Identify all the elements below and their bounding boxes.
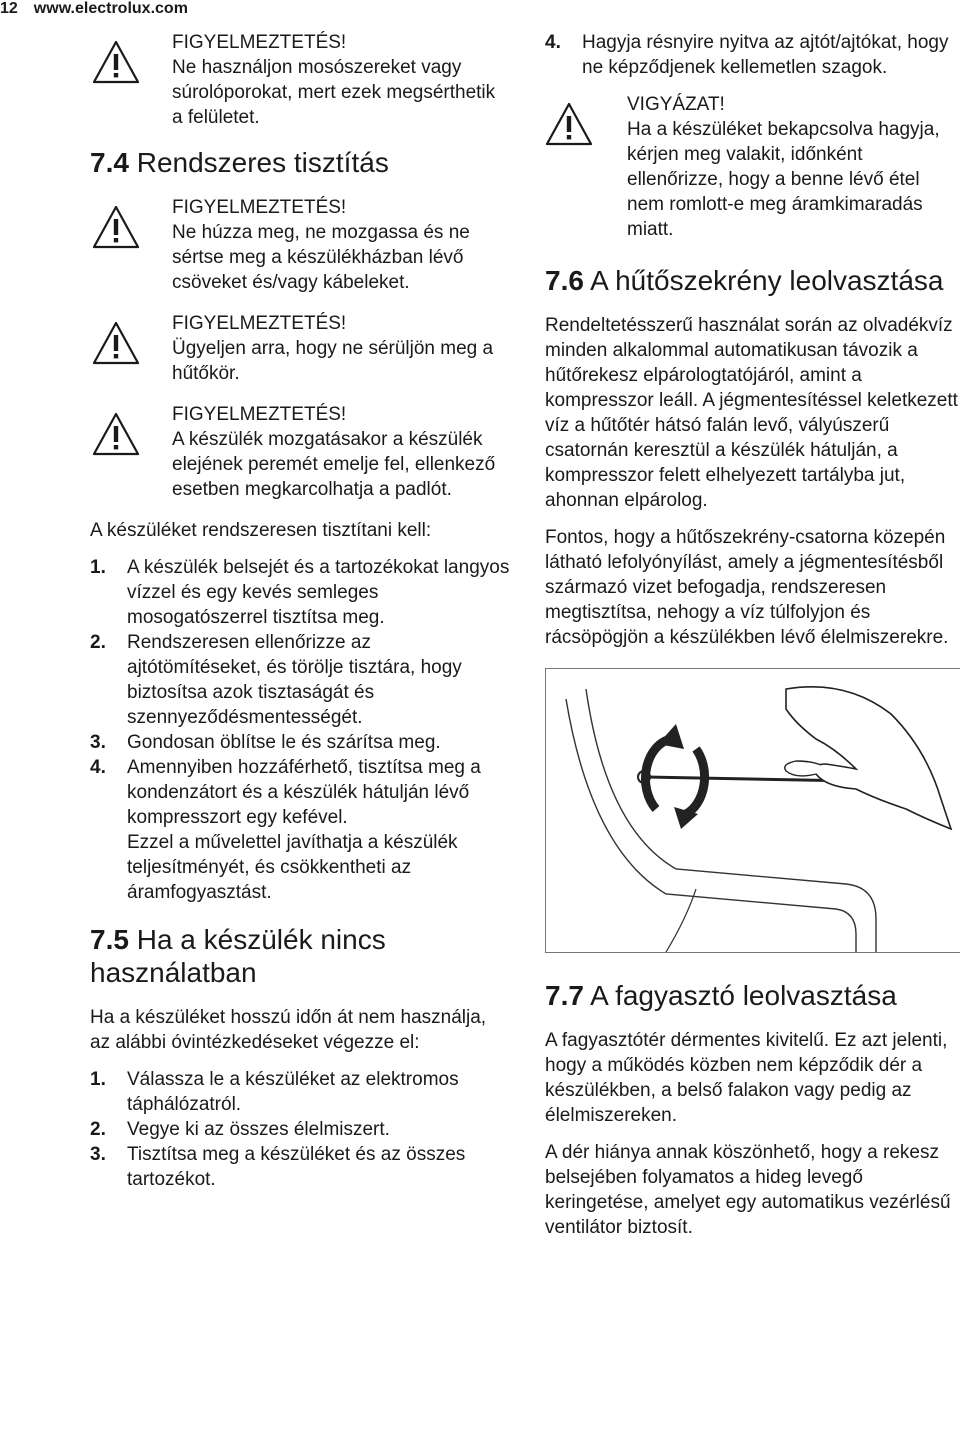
list-item (90, 630, 510, 730)
warning-triangle-icon (92, 319, 140, 367)
page-number: 12 (0, 0, 18, 17)
list-item-text: Vegye ki az összes élelmiszert. (127, 1119, 390, 1140)
warning-text: A készülék mozgatásakor a készülék elejének peremét emelje fel, ellenkező esetben megkarcolhatja a padlót. (172, 429, 496, 500)
list-item-number: 4. (545, 32, 561, 53)
caution-notice (545, 92, 960, 242)
caution-title: VIGYÁZAT! (627, 94, 725, 115)
caution-text: Ha a készüléket bekapcsolva hagyja, kérjen meg valakit, időnként ellenőrizze, hogy a benne lévő étel nem romlott-e meg áramkimaradás miatt. (627, 119, 940, 240)
list-item-number: 1. (90, 1069, 106, 1090)
list-item (90, 1067, 510, 1117)
left-column (90, 30, 510, 1204)
warning-triangle-icon (545, 100, 593, 148)
list-item-number: 3. (90, 732, 106, 753)
warning-notice (0, 30, 510, 130)
warning-title: FIGYELMEZTETÉS! (172, 404, 347, 425)
list-item-number: 3. (90, 1144, 106, 1165)
warning-notice (0, 402, 510, 502)
list-item-number: 2. (90, 1119, 106, 1140)
warning-triangle-icon (92, 203, 140, 251)
list-item-number: 4. (90, 757, 106, 778)
warning-title: FIGYELMEZTETÉS! (172, 32, 347, 53)
list-item-number: 2. (90, 632, 106, 653)
list-item-text: Amennyiben hozzáférhető, tisztítsa meg a kondenzátort és a készülék hátulján lévő kompresszort egy kefével. (127, 757, 481, 828)
list-item-note: Ezzel a művelettel javíthatja a készülék teljesítményét, és csökkentheti az áramfogyasztást. (127, 832, 458, 903)
freezer-paragraph-1: A fagyasztótér dérmentes kivitelű. Ez azt jelenti, hogy a működés közben nem képződik dér a készülékben, a belső falakon vagy pedig az élelmiszereken. (545, 1030, 948, 1126)
website-url: www.electrolux.com (33, 0, 188, 17)
defrost-paragraph-1: Rendeltetésszerű használat során az olvadékvíz minden alkalommal automatikusan távozik a hűtőrekesz elpárologtatójáról, amint a kompresszor leáll. A jégmentesítéssel keletkezett víz a hűtőtér hátsó falán levő, vályúszerű csatornán keresztül a készülék hátulján, a kompresszor felett elhelyezett tartályba jut, ahonnan elpárolog. (545, 315, 958, 511)
warning-title: FIGYELMEZTETÉS! (172, 197, 347, 218)
list-item (545, 30, 960, 80)
warning-triangle-icon (92, 38, 140, 86)
warning-text: Ügyeljen arra, hogy ne sérüljön meg a hűtőkör. (172, 338, 494, 384)
cleaning-intro: A készüléket rendszeresen tisztítani kell: (90, 520, 432, 541)
section-heading-7-4: 7.4 Rendszeres tisztítás (90, 147, 389, 178)
not-in-use-intro: Ha a készüléket hosszú időn át nem használja, az alábbi óvintézkedéseket végezze el: (90, 1007, 487, 1053)
warning-notice (0, 195, 510, 295)
section-heading-7-5: 7.5 Ha a készülék nincs használatban (90, 924, 386, 988)
list-item-text: Rendszeresen ellenőrizze az ajtótömítéseket, és törölje tisztára, hogy biztosítsa azok tisztaságát és szennyeződésmentességét. (127, 632, 462, 728)
not-in-use-steps-list (90, 1067, 510, 1192)
warning-triangle-icon (92, 410, 140, 458)
defrost-paragraph-2: Fontos, hogy a hűtőszekrény-csatorna közepén látható lefolyónyílást, amely a jégmentesítésből származó vizet befogadja, rendszeresen megtisztítsa, nehogy a víz túlfolyjon és rácsöpögjön a készülékben lévő élelmiszerekre. (545, 527, 949, 648)
warning-text: Ne húzza meg, ne mozgassa és ne sértse meg a készülékházban lévő csöveket és/vagy kábeleket. (172, 222, 470, 293)
drain-cleaning-illustration (545, 668, 960, 953)
list-item-text: Hagyja résnyire nyitva az ajtót/ajtókat, hogy ne képződjenek kellemetlen szagok. (582, 32, 949, 78)
list-item (90, 1117, 510, 1142)
hand-with-cleaner-illustration (546, 669, 960, 952)
page-header (0, 0, 188, 22)
cleaning-steps-list (90, 555, 510, 905)
not-in-use-steps-continued (545, 30, 960, 80)
warning-text: Ne használjon mosószereket vagy súrolóporokat, mert ezek megsérthetik a felületet. (172, 57, 496, 128)
list-item (90, 755, 510, 905)
list-item-number: 1. (90, 557, 106, 578)
right-column (545, 30, 960, 1252)
section-heading-7-6: 7.6 A hűtőszekrény leolvasztása (545, 265, 944, 296)
list-item-text: Válassza le a készüléket az elektromos táphálózatról. (127, 1069, 459, 1115)
warning-title: FIGYELMEZTETÉS! (172, 313, 347, 334)
list-item-text: A készülék belsejét és a tartozékokat langyos vízzel és egy kevés semleges mosogatószerrel tisztítsa meg. (127, 557, 510, 628)
section-heading-7-7: 7.7 A fagyasztó leolvasztása (545, 980, 897, 1011)
list-item (90, 555, 510, 630)
list-item (90, 1142, 510, 1192)
list-item-text: Gondosan öblítse le és szárítsa meg. (127, 732, 441, 753)
list-item-text: Tisztítsa meg a készüléket és az összes tartozékot. (127, 1144, 466, 1190)
freezer-paragraph-2: A dér hiánya annak köszönhető, hogy a rekesz belsejében folyamatos a hideg levegő keringetése, amelyet egy automatikus vezérlésű ventilátor biztosít. (545, 1142, 951, 1238)
warning-notice (0, 311, 510, 386)
list-item (90, 730, 510, 755)
